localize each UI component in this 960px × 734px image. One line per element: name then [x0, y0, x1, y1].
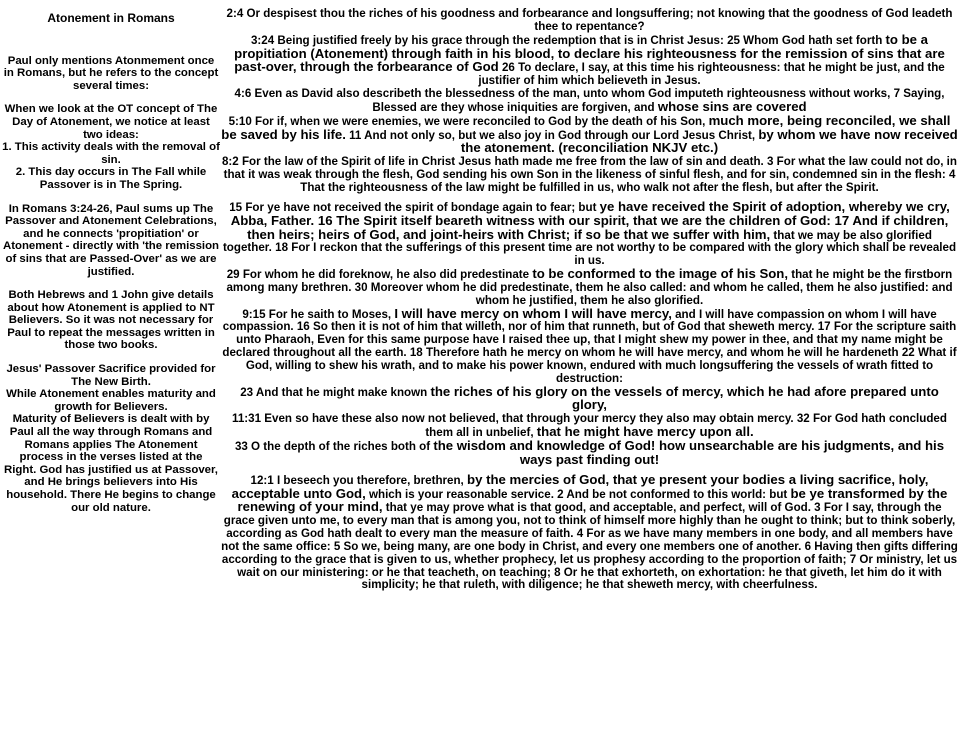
passage-emphasis: be ye transformed by the renewing of your mind,	[237, 485, 948, 515]
passage-text: 26 To declare, I say, at this time his righteousness: that he might be just, and the justifier of him which believeth in Jesus.	[478, 61, 945, 88]
passage-romans-9-15	[221, 305, 958, 386]
sidebar-ot-concept: When we look at the OT concept of The Day of Atonement, we notice at least two ideas:	[4, 103, 218, 141]
passage-text: 11:31 Even so have these also now not believed, that through your mercy they also may obtain mercy. 32 For God hath concluded them all in unbelief,	[232, 412, 947, 440]
passage-romans-4-6	[221, 88, 958, 115]
passage-text: 11 And not only so, but we also joy in God through our Lord Jesus Christ,	[345, 128, 759, 142]
passage-text: that we may be also glorified together. 18 For I reckon that the sufferings of this present time are not worthy to be compared with the glory which shall be revealed in us.	[222, 228, 957, 268]
sidebar-atonement-maturity: While Atonement enables maturity and growth for Believers.	[6, 388, 216, 413]
passage-text: 5:10 For if, when we were enemies, we were reconciled to God by the death of his Son,	[228, 114, 709, 128]
scripture-passages	[221, 8, 958, 592]
passage-emphasis: ye have received the Spirit of adoption, whereby we cry, Abba, Father. 16 The Spirit itself beareth witness with our spirit, that we are the children of God: 17 And if children, then heirs; heirs of God, and joint-heirs with Christ; if so be that we suffer with him,	[230, 198, 950, 242]
passage-text: 23 And that he might make known	[240, 385, 431, 399]
passage-text: 15 For ye have not received the spirit of bondage again to fear; but	[229, 200, 600, 214]
passage-romans-2-4	[221, 8, 958, 34]
passage-romans-11-31	[221, 413, 958, 440]
sidebar-title: Atonement in Romans	[47, 11, 175, 25]
passage-emphasis: to be conformed to the image of his Son,	[532, 266, 789, 282]
sidebar-intro: Paul only mentions Atonmement once in Romans, but he refers to the concept several times:	[3, 54, 219, 92]
sidebar-passover-birth: Jesus' Passover Sacrifice provided for The New Birth.	[6, 363, 216, 388]
sidebar-romans-3: In Romans 3:24-26, Paul sums up The Passover and Atonement Celebrations, and he connects 'propitiation' or Atonement - directly with 'the remission of sins that are Passed-Over' as we are justified.	[3, 202, 219, 278]
sidebar-hebrews-john: Both Hebrews and 1 John give details about how Atonement is applied to NT Believers. So it was not necessary for Paul to repeat the messages written in those two books.	[7, 289, 215, 352]
passage-romans-8-2	[221, 156, 958, 195]
passage-romans-12-1	[221, 471, 958, 593]
passage-emphasis: by whom we have now received the atonement. (reconciliation NKJV etc.)	[460, 126, 958, 156]
passage-text: 12:1 I beseech you therefore, brethren,	[250, 473, 468, 487]
passage-text: which is your reasonable service. 2 And be not conformed to this world: but	[365, 487, 791, 501]
passage-romans-3-24	[221, 31, 958, 88]
sidebar-commentary	[2, 12, 220, 525]
passage-text: that he might be the firstborn among many brethren. 30 Moreover whom he did predestinate, them he also called: and whom he called, them he also justified: and whom he justified, them he also glorified.	[226, 268, 953, 307]
passage-text: 2:4 Or despisest thou the riches of his goodness and forbearance and longsuffering; not knowing that the goodness of God leadeth thee to repentance?	[226, 7, 953, 33]
passage-emphasis: I will have mercy on whom I will have mercy,	[394, 305, 672, 321]
passage-emphasis: the riches of his glory on the vessels of mercy, which he had afore prepared unto glory,	[430, 383, 939, 413]
passage-text: that ye may prove what is that good, and acceptable, and perfect, will of God. 3 For I say, through the grace given unto me, to every man that is among you, not to think of himself more highly than he ought to think; but to think soberly, according as God hath dealt to every man the measure of faith. 4 For as we have many members in one body, and all members have not the same office: 5 So we, being many, are one body in Christ, and every one members one of another. 6 Having then gifts differing according to the grace that is given to us, whether prophecy, let us prophesy according to the proportion of faith; 7 Or ministry, let us wait on our ministering: or he that teacheth, on teaching; 8 Or he that exhorteth, on exhortation: he that giveth, let him do it with simplicity; he that ruleth, with diligence; he that sheweth mercy, with cheerfulness.	[221, 501, 958, 592]
passage-emphasis: much more, being reconciled, we shall be saved by his life.	[221, 112, 951, 142]
sidebar-point-2: 2. This day occurs in The Fall while Passover is in The Spring.	[15, 166, 207, 191]
passage-romans-8-29	[221, 268, 958, 308]
passage-emphasis: the wisdom and knowledge of God! how unsearchable are his judgments, and his ways past finding out!	[433, 438, 945, 467]
passage-emphasis: whose sins are covered	[657, 98, 807, 114]
passage-romans-9-23	[221, 383, 958, 414]
passage-text: and I will have compassion on whom I will have compassion. 16 So then it is not of him that willeth, nor of him that runneth, but of God that sheweth mercy. 17 For the scripture saith unto Pharaoh, Even for this same purpose have I raised thee up, that I might shew my power in thee, and that my name might be declared throughout all the earth. 18 Therefore hath he mercy on whom he will have mercy, and whom he will he hardeneth 22 What if God, willing to shew his wrath, and to make his power known, endured with much longsuffering the vessels of wrath fitted to destruction:	[222, 307, 957, 385]
passage-text: 29 For whom he did foreknow, he also did predestinate	[226, 268, 533, 282]
passage-romans-5-10	[221, 112, 958, 157]
passage-romans-8-15	[221, 198, 958, 268]
passage-emphasis: to be a propitiation (Atonement) through faith in his blood, to declare his righteousness for the remission of sins that are past-over, through the forbearance of God	[234, 31, 945, 75]
passage-emphasis: that he might have mercy upon all.	[536, 424, 754, 440]
passage-romans-11-33	[221, 440, 958, 468]
passage-text: 4:6 Even as David also describeth the blessedness of the man, unto whom God imputeth righteousness without works, 7 Saying, Blessed are they whose iniquities are forgiven, and	[234, 87, 945, 114]
passage-emphasis: by the mercies of God, that ye present your bodies a living sacrifice, holy, acceptable unto God,	[231, 471, 929, 501]
passage-text: 33 O the depth of the riches both of	[234, 440, 434, 453]
sidebar-point-1: 1. This activity deals with the removal of sin.	[2, 141, 220, 166]
passage-text: 3:24 Being justified freely by his grace through the redemption that is in Christ Jesus: 25 Whom God hath set forth	[250, 33, 886, 47]
sidebar-maturity: Maturity of Believers is dealt with by Paul all the way through Romans and Romans applies The Atonement process in the verses listed at the Right. God has justified us at Passover, and He brings believers into His household. There He begins to change our old nature.	[4, 413, 218, 514]
passage-text: 9:15 For he saith to Moses,	[242, 307, 395, 321]
passage-text: 8:2 For the law of the Spirit of life in Christ Jesus hath made me free from the law of sin and death. 3 For what the law could not do, in that it was weak through the flesh, God sending his own Son in the likeness of sinful flesh, and for sin, condemned sin in the flesh: 4 That the righteousness of the law might be fulfilled in us, who walk not after the flesh, but after the Spirit.	[221, 155, 957, 194]
